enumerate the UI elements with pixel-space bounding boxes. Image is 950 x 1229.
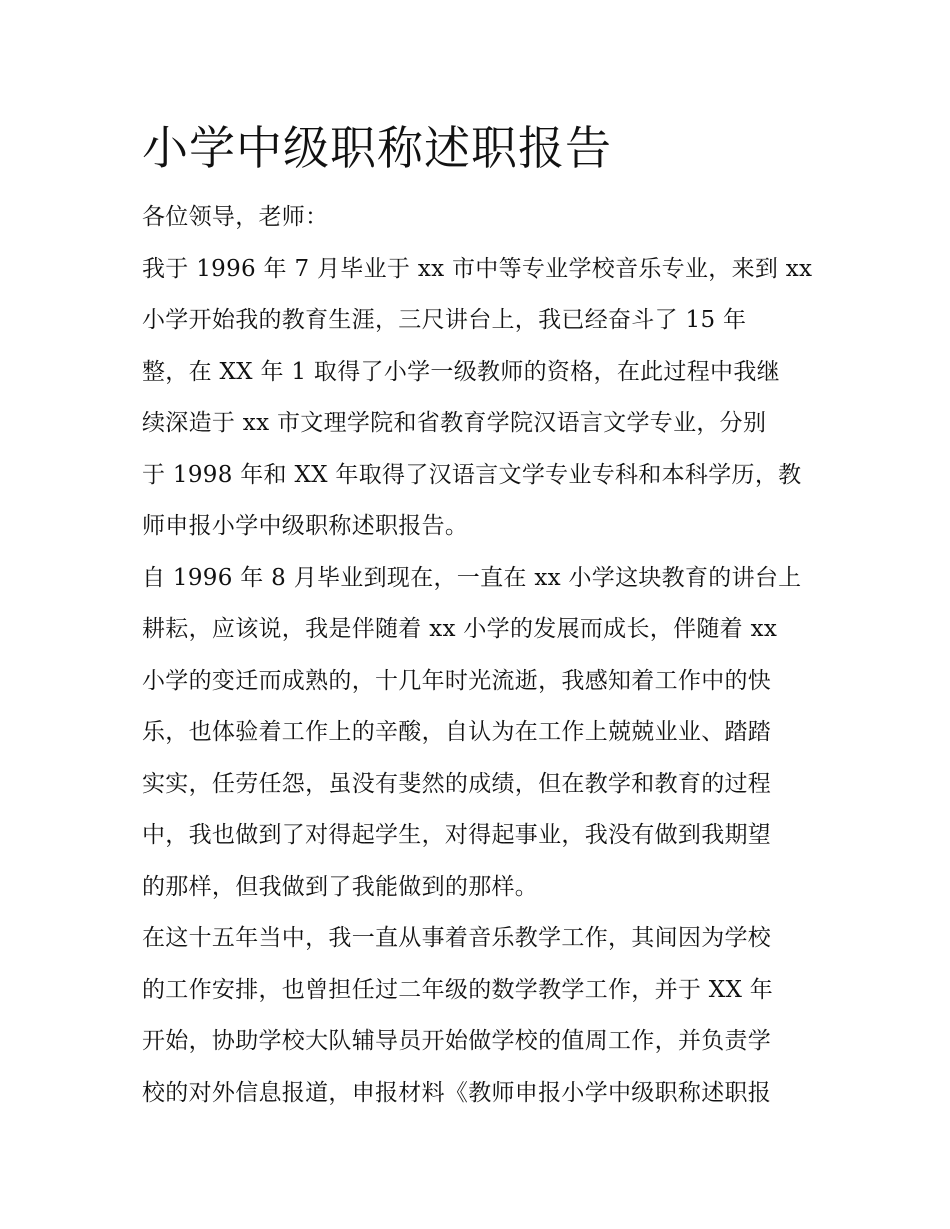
text-line: 开始，协助学校大队辅导员开始做学校的值周工作，并负责学 [142, 1028, 772, 1054]
text-line: 自 1996 年 8 月毕业到现在，一直在 xx 小学这块教育的讲台上 [142, 564, 802, 591]
text-line: 实实，任劳任怨，虽没有斐然的成绩，但在教学和教育的过程 [142, 770, 772, 797]
text-line: 校的对外信息报道，申报材料《教师申报小学中级职称述职报 [142, 1079, 772, 1106]
text-line: 师申报小学中级职称述职报告。 [142, 513, 469, 539]
text-line: 小学的变迁而成熟的，十几年时光流逝，我感知着工作中的快 [142, 667, 772, 694]
document-page [142, 112, 814, 1119]
text-line: 整，在 XX 年 1 取得了小学一级教师的资格，在此过程中我继 [142, 358, 780, 385]
text-line: 我于 1996 年 7 月毕业于 xx 市中等专业学校音乐专业，来到 xx [142, 255, 813, 282]
text-line: 在这十五年当中，我一直从事着音乐教学工作，其间因为学校 [142, 925, 772, 951]
text-line: 的那样，但我做到了我能做到的那样。 [142, 873, 539, 900]
text-line: 小学开始我的教育生涯，三尺讲台上，我已经奋斗了 15 年 [142, 307, 747, 333]
document-body [142, 192, 814, 1119]
text-line: 乐，也体验着工作上的辛酸，自认为在工作上兢兢业业、踏踏 [142, 719, 772, 745]
text-line: 的工作安排，也曾担任过二年级的数学教学工作，并于 XX 年 [142, 976, 774, 1003]
text-line: 耕耘，应该说，我是伴随着 xx 小学的发展而成长，伴随着 xx [142, 616, 778, 642]
document-title: 小学中级职称述职报告 [142, 121, 612, 175]
text-line: 续深造于 xx 市文理学院和省教育学院汉语言文学专业，分别 [142, 410, 767, 436]
text-line: 各位领导，老师： [142, 204, 329, 230]
text-line: 中，我也做到了对得起学生，对得起事业，我没有做到我期望 [142, 822, 772, 848]
text-line: 于 1998 年和 XX 年取得了汉语言文学专业专科和本科学历，教 [142, 461, 802, 488]
